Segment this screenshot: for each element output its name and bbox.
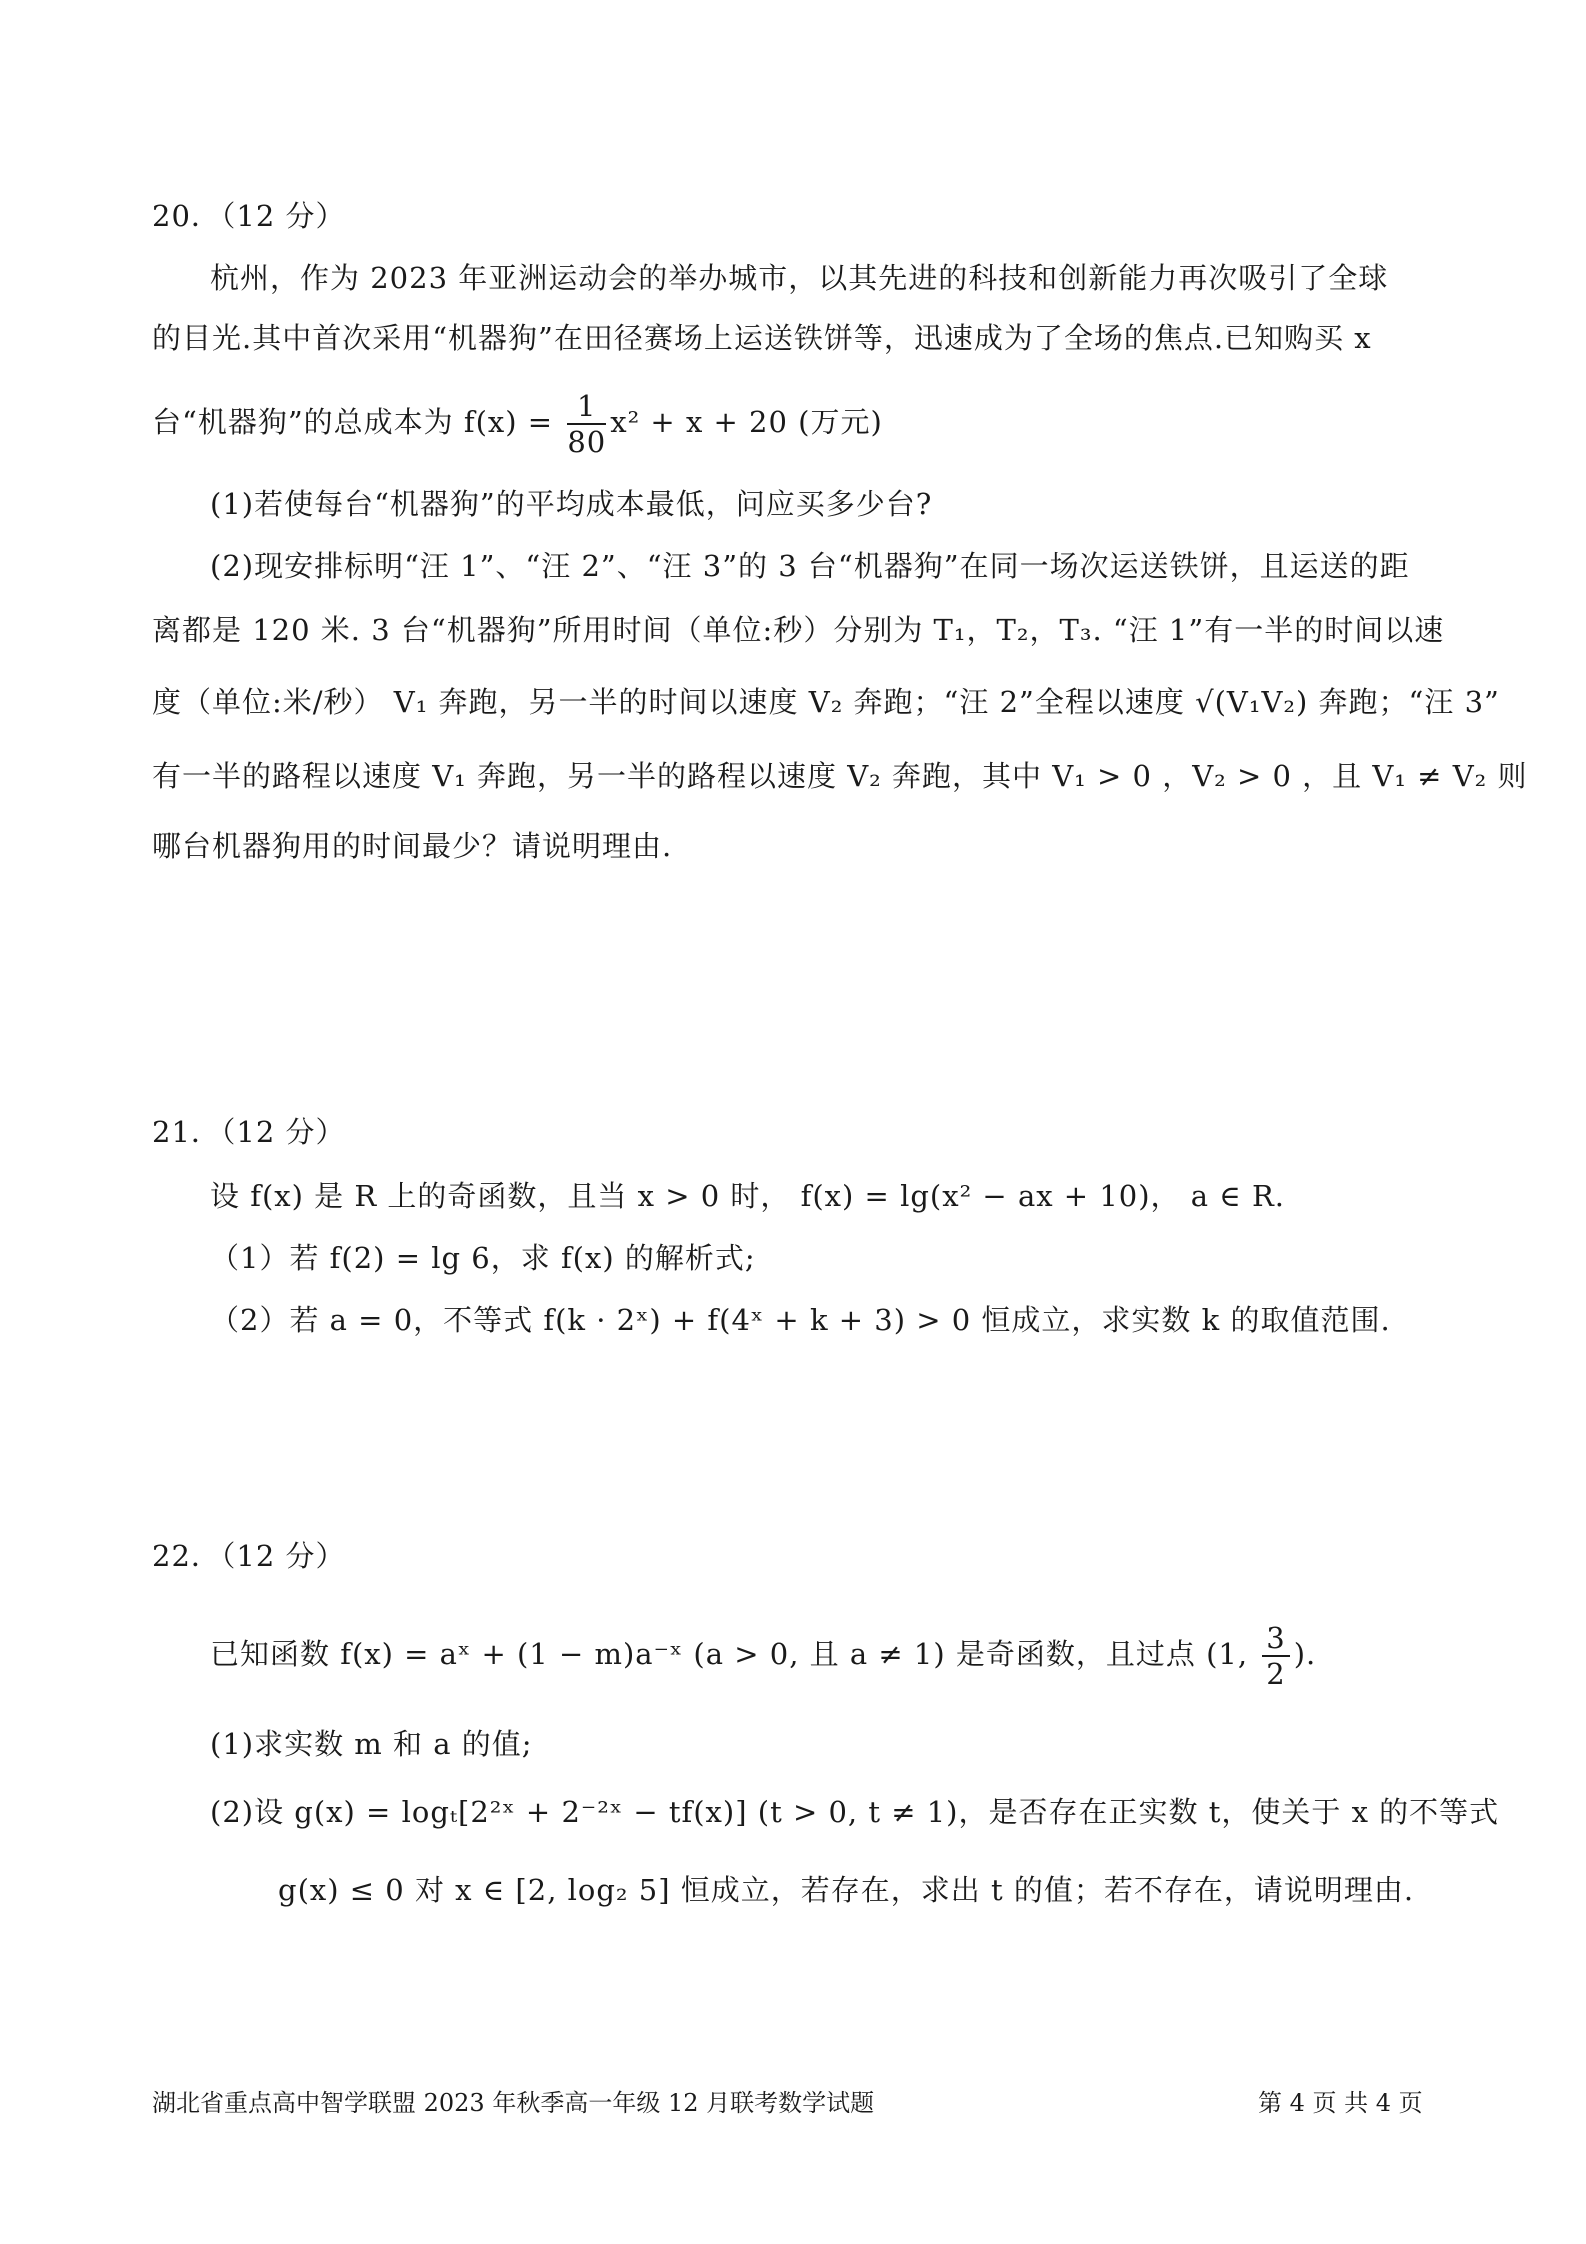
q22-part-2-line-2: g(x) ≤ 0 对 x ∈ [2, log₂ 5] 恒成立，若存在，求出 t 的值；若不存在，请说明理由. xyxy=(278,1873,1415,1907)
q22-fraction-denominator: 2 xyxy=(1266,1657,1286,1691)
q20-heading: 20．（12 分） xyxy=(152,199,346,233)
footer-exam-title: 湖北省重点高中智学联盟 2023 年秋季高一年级 12 月联考数学试题 xyxy=(152,2089,875,2117)
q22-definition-prefix: 已知函数 f(x) = aˣ + (1 − m)a⁻ˣ (a > 0, 且 a ≠ 1) 是奇函数，且过点 (1, xyxy=(210,1637,1259,1671)
q21-heading: 21．（12 分） xyxy=(152,1115,346,1149)
q20-part-2-line-4: 有一半的路程以速度 V₁ 奔跑，另一半的路程以速度 V₂ 奔跑，其中 V₁ > 0 ，V₂ > 0 ，且 V₁ ≠ V₂ 则 xyxy=(152,759,1528,793)
q22-part-2-line-1: (2)设 g(x) = logₜ[2²ˣ + 2⁻²ˣ − tf(x)] (t > 0, t ≠ 1)，是否存在正实数 t，使关于 x 的不等式 xyxy=(210,1795,1500,1829)
q22-heading: 22．（12 分） xyxy=(152,1539,346,1573)
q21-part-1: （1）若 f(2) = lg 6，求 f(x) 的解析式; xyxy=(210,1241,756,1275)
q20-text-line-2: 的目光.其中首次采用“机器狗”在田径赛场上运送铁饼等，迅速成为了全场的焦点.已知购买 x xyxy=(152,321,1372,355)
q20-fraction-numerator: 1 xyxy=(567,389,606,425)
q20-fraction xyxy=(567,389,606,459)
q20-part-1: (1)若使每台“机器狗”的平均成本最低，问应买多少台? xyxy=(210,487,933,521)
q22-definition-suffix: ). xyxy=(1293,1637,1317,1671)
q22-part-1: (1)求实数 m 和 a 的值; xyxy=(210,1727,533,1761)
footer-page-number: 第 4 页 共 4 页 xyxy=(1258,2089,1423,2117)
q20-formula-prefix: 台“机器狗”的总成本为 f(x) = xyxy=(152,405,564,439)
q22-function-definition xyxy=(210,1618,1316,1691)
q20-part-2-line-2: 离都是 120 米. 3 台“机器狗”所用时间（单位:秒）分别为 T₁，T₂，T₃. “汪 1”有一半的时间以速 xyxy=(152,613,1445,647)
q20-cost-formula xyxy=(152,386,883,459)
q20-part-2-line-1: (2)现安排标明“汪 1”、“汪 2”、“汪 3”的 3 台“机器狗”在同一场次运送铁饼，且运送的距 xyxy=(210,549,1410,583)
q21-text-line-1: 设 f(x) 是 R 上的奇函数，且当 x > 0 时， f(x) = lg(x² − ax + 10)， a ∈ R. xyxy=(210,1179,1286,1213)
q21-part-2: （2）若 a = 0，不等式 f(k · 2ˣ) + f(4ˣ + k + 3) > 0 恒成立，求实数 k 的取值范围. xyxy=(210,1303,1391,1337)
q20-part-2-line-5: 哪台机器狗用的时间最少？请说明理由. xyxy=(152,829,673,863)
q20-formula-suffix: x² + x + 20 (万元) xyxy=(610,405,883,439)
q20-text-line-1: 杭州，作为 2023 年亚洲运动会的举办城市，以其先进的科技和创新能力再次吸引了全球 xyxy=(210,261,1389,295)
q20-fraction-denominator: 80 xyxy=(567,425,607,459)
q22-point-fraction xyxy=(1262,1621,1289,1691)
q22-fraction-numerator: 3 xyxy=(1262,1621,1289,1657)
q20-part-2-line-3: 度（单位:米/秒） V₁ 奔跑，另一半的时间以速度 V₂ 奔跑；“汪 2”全程以速度 √(V₁V₂) 奔跑；“汪 3” xyxy=(152,685,1500,719)
